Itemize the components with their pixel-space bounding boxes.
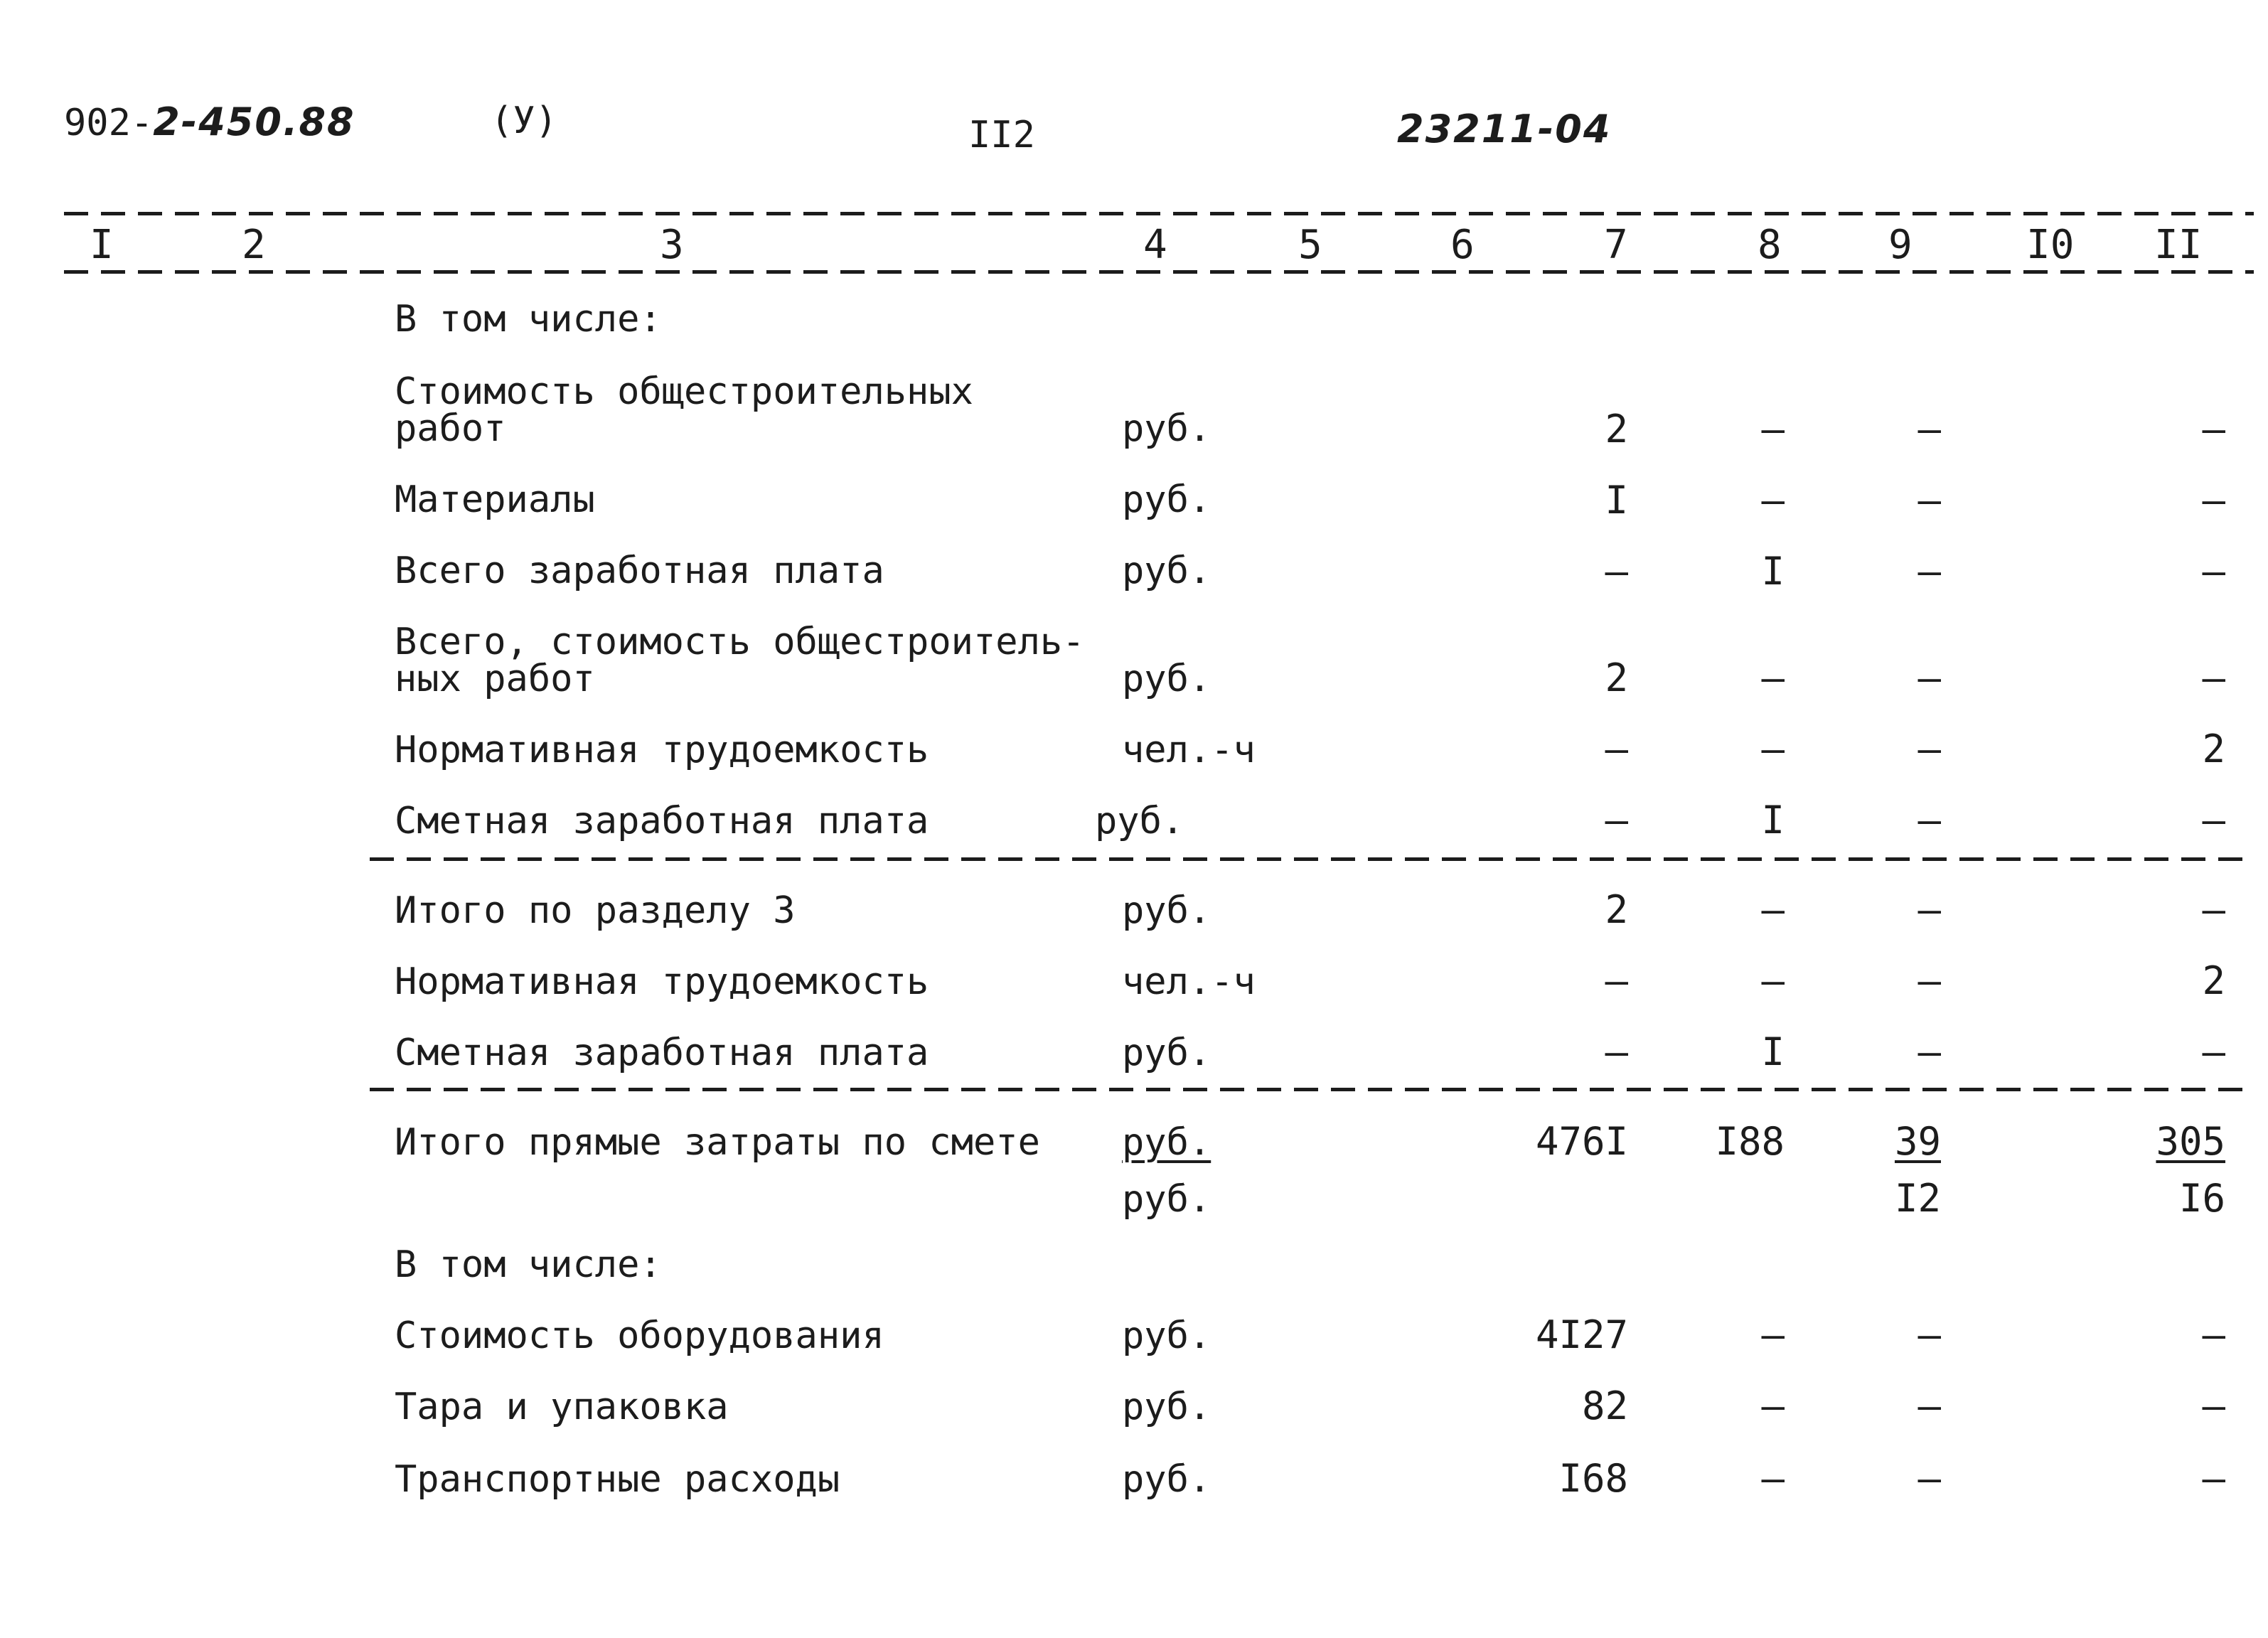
cell-col7: – [1605,1029,1628,1074]
row-name-cont: работ [395,407,506,450]
row-unit: руб. [1122,1032,1211,1074]
row-unit: руб. [1122,407,1211,450]
cell-col7: I68 [1558,1456,1628,1501]
cell-col11: – [2202,407,2225,451]
col-num-7: 7 [1604,222,1628,268]
row-name-cont: ных работ [395,658,595,700]
totals-col9-bottom: I2 [1894,1176,1941,1221]
row-name: Всего, стоимость общестроитель- [395,621,1085,663]
col-num-10: I0 [2026,222,2075,268]
row-name: Тара и упаковка [395,1386,729,1428]
row-unit: руб. [1095,800,1184,842]
cell-col7: I [1605,478,1628,523]
totals-col11-top-value: 305 [2156,1119,2225,1164]
doc-number [64,100,355,144]
row-name: Нормативная трудоемкость [395,960,929,1003]
totals-col11-top [2156,1119,2225,1164]
cell-col7: – [1605,549,1628,594]
totals-col8: I88 [1715,1119,1785,1164]
cell-col9: – [1917,1312,1941,1357]
cell-col9: – [1917,1383,1941,1428]
cell-col8: – [1761,1383,1785,1428]
cell-col7: 82 [1581,1383,1628,1428]
col-num-8: 8 [1758,222,1782,268]
cell-col7: 2 [1605,887,1628,932]
section1-subheading: В том числе: [395,298,662,341]
cell-col8: – [1761,727,1785,771]
row-name: Стоимость оборудования [395,1315,884,1357]
cell-col8: I [1761,798,1785,842]
totals-col9-top [1895,1119,1941,1164]
cell-col11: – [2202,1312,2225,1357]
cell-col7: 2 [1605,407,1628,451]
doc-code: 23211-04 [1397,107,1612,151]
section1-divider [370,857,2254,861]
cell-col11: – [2202,1383,2225,1428]
cell-col8: I [1761,549,1785,594]
cell-col11: – [2202,798,2225,842]
row-name: Сметная заработная плата [395,800,929,842]
cell-col8: – [1761,478,1785,523]
header-top-rule [64,212,2254,215]
section2-divider [370,1088,2254,1091]
totals-col11-bottom: I6 [2178,1176,2225,1221]
cell-col9: – [1917,1029,1941,1074]
row-unit: руб. [1122,478,1211,521]
row-name: Транспортные расходы [395,1458,840,1501]
col-num-2: 2 [242,222,266,268]
cell-col9: – [1917,958,1941,1003]
cell-col8: I [1761,1029,1785,1074]
row-unit: руб. [1122,550,1211,592]
row-unit: чел.-ч [1122,960,1256,1003]
cell-col9: – [1917,887,1941,932]
row-name: Стоимость общестроительных [395,370,973,413]
col-num-1: I [90,222,114,268]
row-unit: руб. [1122,1386,1211,1428]
col-num-6: 6 [1450,222,1475,268]
page-number: II2 [968,114,1035,156]
row-unit: руб. [1122,1458,1211,1501]
cell-col9: – [1917,727,1941,771]
totals-unit-bottom: руб. [1122,1178,1211,1221]
cell-col8: – [1761,407,1785,451]
cell-col9: – [1917,549,1941,594]
cell-col11: – [2202,1029,2225,1074]
col-num-5: 5 [1298,222,1322,268]
row-unit: руб. [1122,889,1211,932]
col-num-3: 3 [660,222,684,268]
cell-col7: 2 [1605,655,1628,700]
col-num-11: II [2154,222,2203,268]
row-name: Нормативная трудоемкость [395,729,929,771]
cell-col11: – [2202,1456,2225,1501]
cell-col8: – [1761,958,1785,1003]
cell-col7: 4I27 [1535,1312,1628,1357]
cell-col11: – [2202,655,2225,700]
cell-col8: – [1761,1456,1785,1501]
header-bottom-rule [64,270,2254,274]
cell-col11: – [2202,478,2225,523]
row-name: Сметная заработная плата [395,1032,929,1074]
cell-col7: – [1605,798,1628,842]
cell-col9: – [1917,1456,1941,1501]
cell-col9: – [1917,655,1941,700]
section3-subheading: В том числе: [395,1243,662,1286]
cell-col11: – [2202,549,2225,594]
cell-col8: – [1761,887,1785,932]
cell-col8: – [1761,1312,1785,1357]
doc-mark: (У) [491,100,557,142]
cell-col7: – [1605,727,1628,771]
cell-col9: – [1917,407,1941,451]
row-unit: руб. [1122,1315,1211,1357]
doc-series: 2-450.88 [153,100,355,144]
cell-col8: – [1761,655,1785,700]
totals-unit-top: руб. [1122,1121,1211,1164]
col-num-4: 4 [1143,222,1167,268]
totals-col9-top-value: 39 [1894,1119,1941,1164]
totals-name: Итого прямые затраты по смете [395,1121,1040,1164]
totals-col7: 476I [1535,1119,1628,1164]
row-name: Всего заработная плата [395,550,884,592]
row-unit: чел.-ч [1122,729,1256,771]
cell-col11: 2 [2202,727,2225,771]
cell-col9: – [1917,478,1941,523]
row-name: Итого по разделу 3 [395,889,796,932]
cell-col11: – [2202,887,2225,932]
cell-col7: – [1605,958,1628,1003]
row-name: Материалы [395,478,595,521]
doc-prefix: 902- [64,102,154,144]
col-num-9: 9 [1888,222,1913,268]
row-unit: руб. [1122,658,1211,700]
cell-col9: – [1917,798,1941,842]
cell-col11: 2 [2202,958,2225,1003]
